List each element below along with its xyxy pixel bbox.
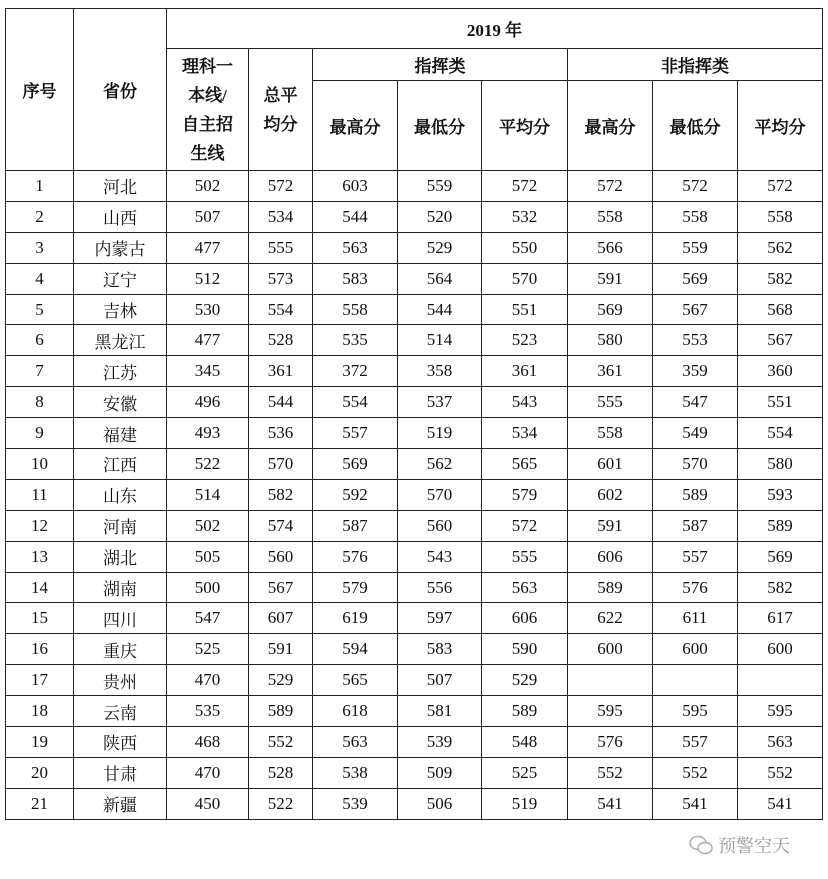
cell-command-min: 537 [398, 387, 482, 418]
cell-line: 525 [167, 634, 249, 665]
header-line-part: 自主招 [182, 114, 233, 134]
cell-noncommand-avg: 558 [738, 201, 823, 232]
cell-noncommand-min: 541 [653, 788, 738, 819]
cell-noncommand-min: 558 [653, 201, 738, 232]
cell-command-min: 570 [398, 479, 482, 510]
cell-noncommand-min [653, 665, 738, 696]
header-noncommand-min: 最低分 [653, 81, 738, 171]
cell-noncommand-max: 601 [568, 449, 653, 480]
cell-province: 贵州 [74, 665, 167, 696]
cell-province: 吉林 [74, 294, 167, 325]
cell-command-min: 562 [398, 449, 482, 480]
cell-noncommand-min: 611 [653, 603, 738, 634]
cell-command-min: 519 [398, 418, 482, 449]
cell-noncommand-max: 589 [568, 572, 653, 603]
cell-seq: 1 [6, 171, 74, 202]
cell-total-avg: 570 [249, 449, 313, 480]
header-group-command: 指挥类 [313, 49, 568, 81]
cell-seq: 12 [6, 510, 74, 541]
table-row [6, 356, 823, 387]
cell-seq: 18 [6, 696, 74, 727]
cell-noncommand-avg: 567 [738, 325, 823, 356]
cell-command-avg: 519 [482, 788, 568, 819]
cell-line: 547 [167, 603, 249, 634]
cell-province: 黑龙江 [74, 325, 167, 356]
header-line [167, 49, 249, 171]
cell-seq: 6 [6, 325, 74, 356]
cell-line: 496 [167, 387, 249, 418]
cell-line: 477 [167, 232, 249, 263]
cell-province: 安徽 [74, 387, 167, 418]
cell-command-max: 583 [313, 263, 398, 294]
table-row [6, 294, 823, 325]
cell-seq: 19 [6, 727, 74, 758]
cell-noncommand-min: 552 [653, 757, 738, 788]
cell-command-min: 529 [398, 232, 482, 263]
cell-noncommand-avg: 582 [738, 263, 823, 294]
cell-command-min: 358 [398, 356, 482, 387]
cell-noncommand-avg: 600 [738, 634, 823, 665]
watermark [688, 832, 790, 858]
cell-line: 530 [167, 294, 249, 325]
cell-command-max: 592 [313, 479, 398, 510]
cell-command-max: 565 [313, 665, 398, 696]
cell-noncommand-avg: 593 [738, 479, 823, 510]
table-row [6, 603, 823, 634]
cell-noncommand-avg: 582 [738, 572, 823, 603]
cell-seq: 2 [6, 201, 74, 232]
header-line-part: 本线/ [188, 85, 227, 105]
cell-noncommand-min: 549 [653, 418, 738, 449]
cell-noncommand-min: 559 [653, 232, 738, 263]
cell-noncommand-avg [738, 665, 823, 696]
cell-province: 辽宁 [74, 263, 167, 294]
header-command-avg: 平均分 [482, 81, 568, 171]
table-row [6, 541, 823, 572]
cell-province: 湖南 [74, 572, 167, 603]
table-row [6, 572, 823, 603]
cell-seq: 10 [6, 449, 74, 480]
cell-noncommand-max: 622 [568, 603, 653, 634]
cell-noncommand-max: 361 [568, 356, 653, 387]
header-group-noncommand: 非指挥类 [568, 49, 823, 81]
cell-noncommand-max: 591 [568, 510, 653, 541]
cell-command-avg: 572 [482, 171, 568, 202]
cell-line: 502 [167, 510, 249, 541]
cell-command-min: 581 [398, 696, 482, 727]
cell-line: 450 [167, 788, 249, 819]
table-row [6, 232, 823, 263]
cell-command-max: 563 [313, 727, 398, 758]
cell-total-avg: 554 [249, 294, 313, 325]
cell-province: 福建 [74, 418, 167, 449]
cell-seq: 8 [6, 387, 74, 418]
cell-noncommand-max: 576 [568, 727, 653, 758]
cell-total-avg: 591 [249, 634, 313, 665]
table-row [6, 479, 823, 510]
cell-total-avg: 529 [249, 665, 313, 696]
header-seq: 序号 [6, 9, 74, 171]
cell-noncommand-min: 553 [653, 325, 738, 356]
header-command-min: 最低分 [398, 81, 482, 171]
cell-total-avg: 552 [249, 727, 313, 758]
cell-command-max: 587 [313, 510, 398, 541]
cell-total-avg: 544 [249, 387, 313, 418]
cell-noncommand-avg: 554 [738, 418, 823, 449]
header-year: 2019 年 [167, 9, 823, 49]
cell-noncommand-avg: 562 [738, 232, 823, 263]
cell-command-min: 543 [398, 541, 482, 572]
cell-total-avg: 560 [249, 541, 313, 572]
header-province: 省份 [74, 9, 167, 171]
table-row [6, 418, 823, 449]
cell-noncommand-min: 600 [653, 634, 738, 665]
cell-line: 500 [167, 572, 249, 603]
cell-seq: 17 [6, 665, 74, 696]
cell-total-avg: 572 [249, 171, 313, 202]
cell-province: 山东 [74, 479, 167, 510]
cell-command-avg: 590 [482, 634, 568, 665]
cell-command-min: 560 [398, 510, 482, 541]
cell-command-avg: 563 [482, 572, 568, 603]
cell-command-min: 597 [398, 603, 482, 634]
cell-command-min: 520 [398, 201, 482, 232]
cell-command-avg: 543 [482, 387, 568, 418]
header-command-max: 最高分 [313, 81, 398, 171]
cell-line: 507 [167, 201, 249, 232]
cell-noncommand-max: 552 [568, 757, 653, 788]
cell-province: 河南 [74, 510, 167, 541]
cell-noncommand-avg: 551 [738, 387, 823, 418]
cell-command-max: 618 [313, 696, 398, 727]
cell-province: 重庆 [74, 634, 167, 665]
cell-noncommand-min: 569 [653, 263, 738, 294]
cell-total-avg: 589 [249, 696, 313, 727]
cell-command-avg: 534 [482, 418, 568, 449]
table-body [6, 171, 823, 820]
cell-noncommand-min: 595 [653, 696, 738, 727]
cell-total-avg: 574 [249, 510, 313, 541]
cell-province: 河北 [74, 171, 167, 202]
cell-command-avg: 525 [482, 757, 568, 788]
cell-command-min: 506 [398, 788, 482, 819]
cell-command-min: 539 [398, 727, 482, 758]
cell-noncommand-max: 572 [568, 171, 653, 202]
cell-command-max: 619 [313, 603, 398, 634]
cell-line: 535 [167, 696, 249, 727]
table-row [6, 201, 823, 232]
cell-seq: 4 [6, 263, 74, 294]
cell-noncommand-min: 589 [653, 479, 738, 510]
cell-total-avg: 567 [249, 572, 313, 603]
cell-line: 512 [167, 263, 249, 294]
cell-command-min: 559 [398, 171, 482, 202]
header-line-part: 理科一 [182, 56, 233, 76]
cell-noncommand-min: 557 [653, 541, 738, 572]
cell-noncommand-max: 606 [568, 541, 653, 572]
cell-line: 470 [167, 665, 249, 696]
cell-command-avg: 565 [482, 449, 568, 480]
cell-seq: 11 [6, 479, 74, 510]
cell-province: 内蒙古 [74, 232, 167, 263]
cell-line: 493 [167, 418, 249, 449]
cell-total-avg: 536 [249, 418, 313, 449]
table-row [6, 325, 823, 356]
cell-line: 502 [167, 171, 249, 202]
cell-command-avg: 589 [482, 696, 568, 727]
cell-noncommand-max: 569 [568, 294, 653, 325]
header-noncommand-max: 最高分 [568, 81, 653, 171]
header-noncommand-avg: 平均分 [738, 81, 823, 171]
cell-seq: 20 [6, 757, 74, 788]
cell-command-avg: 606 [482, 603, 568, 634]
cell-command-min: 583 [398, 634, 482, 665]
cell-command-min: 564 [398, 263, 482, 294]
cell-noncommand-avg: 595 [738, 696, 823, 727]
cell-command-avg: 570 [482, 263, 568, 294]
cell-command-avg: 548 [482, 727, 568, 758]
cell-line: 522 [167, 449, 249, 480]
table-row [6, 665, 823, 696]
cell-noncommand-avg: 572 [738, 171, 823, 202]
cell-command-avg: 579 [482, 479, 568, 510]
cell-line: 468 [167, 727, 249, 758]
cell-line: 345 [167, 356, 249, 387]
cell-total-avg: 361 [249, 356, 313, 387]
cell-province: 甘肃 [74, 757, 167, 788]
cell-command-max: 544 [313, 201, 398, 232]
cell-command-min: 556 [398, 572, 482, 603]
cell-line: 470 [167, 757, 249, 788]
cell-noncommand-min: 359 [653, 356, 738, 387]
cell-command-max: 563 [313, 232, 398, 263]
cell-noncommand-avg: 360 [738, 356, 823, 387]
cell-noncommand-max: 595 [568, 696, 653, 727]
cell-noncommand-min: 570 [653, 449, 738, 480]
cell-command-avg: 529 [482, 665, 568, 696]
cell-province: 湖北 [74, 541, 167, 572]
cell-noncommand-min: 587 [653, 510, 738, 541]
cell-command-max: 539 [313, 788, 398, 819]
cell-total-avg: 573 [249, 263, 313, 294]
cell-noncommand-max: 566 [568, 232, 653, 263]
cell-line: 477 [167, 325, 249, 356]
cell-command-avg: 523 [482, 325, 568, 356]
cell-seq: 13 [6, 541, 74, 572]
cell-seq: 5 [6, 294, 74, 325]
cell-noncommand-min: 547 [653, 387, 738, 418]
cell-seq: 9 [6, 418, 74, 449]
cell-noncommand-max: 580 [568, 325, 653, 356]
cell-seq: 21 [6, 788, 74, 819]
header-total-avg-part: 总平 [263, 85, 298, 105]
cell-noncommand-avg: 552 [738, 757, 823, 788]
cell-command-avg: 572 [482, 510, 568, 541]
cell-command-max: 594 [313, 634, 398, 665]
cell-noncommand-avg: 563 [738, 727, 823, 758]
cell-noncommand-min: 572 [653, 171, 738, 202]
cell-command-min: 507 [398, 665, 482, 696]
cell-command-min: 514 [398, 325, 482, 356]
cell-command-min: 509 [398, 757, 482, 788]
cell-noncommand-min: 576 [653, 572, 738, 603]
cell-command-max: 372 [313, 356, 398, 387]
cell-total-avg: 555 [249, 232, 313, 263]
table-row [6, 510, 823, 541]
cell-noncommand-avg: 589 [738, 510, 823, 541]
cell-total-avg: 522 [249, 788, 313, 819]
cell-line: 514 [167, 479, 249, 510]
cell-noncommand-max: 558 [568, 418, 653, 449]
cell-command-max: 576 [313, 541, 398, 572]
cell-command-avg: 551 [482, 294, 568, 325]
cell-noncommand-min: 557 [653, 727, 738, 758]
cell-noncommand-max: 555 [568, 387, 653, 418]
cell-command-avg: 550 [482, 232, 568, 263]
table-row [6, 788, 823, 819]
cell-province: 陕西 [74, 727, 167, 758]
cell-total-avg: 534 [249, 201, 313, 232]
cell-command-avg: 532 [482, 201, 568, 232]
cell-noncommand-max: 558 [568, 201, 653, 232]
cell-total-avg: 607 [249, 603, 313, 634]
cell-noncommand-avg: 541 [738, 788, 823, 819]
cell-noncommand-avg: 569 [738, 541, 823, 572]
table-row [6, 727, 823, 758]
table-row [6, 449, 823, 480]
wechat-icon [688, 833, 714, 857]
table-row [6, 696, 823, 727]
cell-noncommand-max: 591 [568, 263, 653, 294]
cell-total-avg: 582 [249, 479, 313, 510]
cell-command-max: 554 [313, 387, 398, 418]
cell-province: 云南 [74, 696, 167, 727]
cell-seq: 3 [6, 232, 74, 263]
header-line-part: 生线 [190, 143, 225, 163]
cell-total-avg: 528 [249, 757, 313, 788]
table-row [6, 387, 823, 418]
cell-noncommand-max: 600 [568, 634, 653, 665]
cell-total-avg: 528 [249, 325, 313, 356]
cell-command-avg: 555 [482, 541, 568, 572]
cell-noncommand-min: 567 [653, 294, 738, 325]
scores-table [5, 8, 823, 820]
cell-command-avg: 361 [482, 356, 568, 387]
cell-noncommand-max [568, 665, 653, 696]
table-row [6, 757, 823, 788]
cell-command-max: 569 [313, 449, 398, 480]
cell-noncommand-avg: 617 [738, 603, 823, 634]
table-row [6, 263, 823, 294]
cell-noncommand-avg: 580 [738, 449, 823, 480]
table-row [6, 171, 823, 202]
cell-command-max: 603 [313, 171, 398, 202]
cell-province: 新疆 [74, 788, 167, 819]
table-row [6, 634, 823, 665]
cell-seq: 7 [6, 356, 74, 387]
header-total-avg-part: 均分 [263, 114, 298, 134]
cell-command-max: 538 [313, 757, 398, 788]
cell-line: 505 [167, 541, 249, 572]
cell-province: 江西 [74, 449, 167, 480]
header-total-avg [249, 49, 313, 171]
cell-province: 山西 [74, 201, 167, 232]
cell-seq: 15 [6, 603, 74, 634]
cell-province: 江苏 [74, 356, 167, 387]
cell-command-max: 558 [313, 294, 398, 325]
cell-seq: 14 [6, 572, 74, 603]
cell-province: 四川 [74, 603, 167, 634]
cell-noncommand-max: 602 [568, 479, 653, 510]
cell-noncommand-avg: 568 [738, 294, 823, 325]
cell-command-max: 579 [313, 572, 398, 603]
cell-command-max: 535 [313, 325, 398, 356]
cell-noncommand-max: 541 [568, 788, 653, 819]
watermark-text: 预警空天 [718, 836, 790, 857]
cell-command-max: 557 [313, 418, 398, 449]
cell-command-min: 544 [398, 294, 482, 325]
cell-seq: 16 [6, 634, 74, 665]
